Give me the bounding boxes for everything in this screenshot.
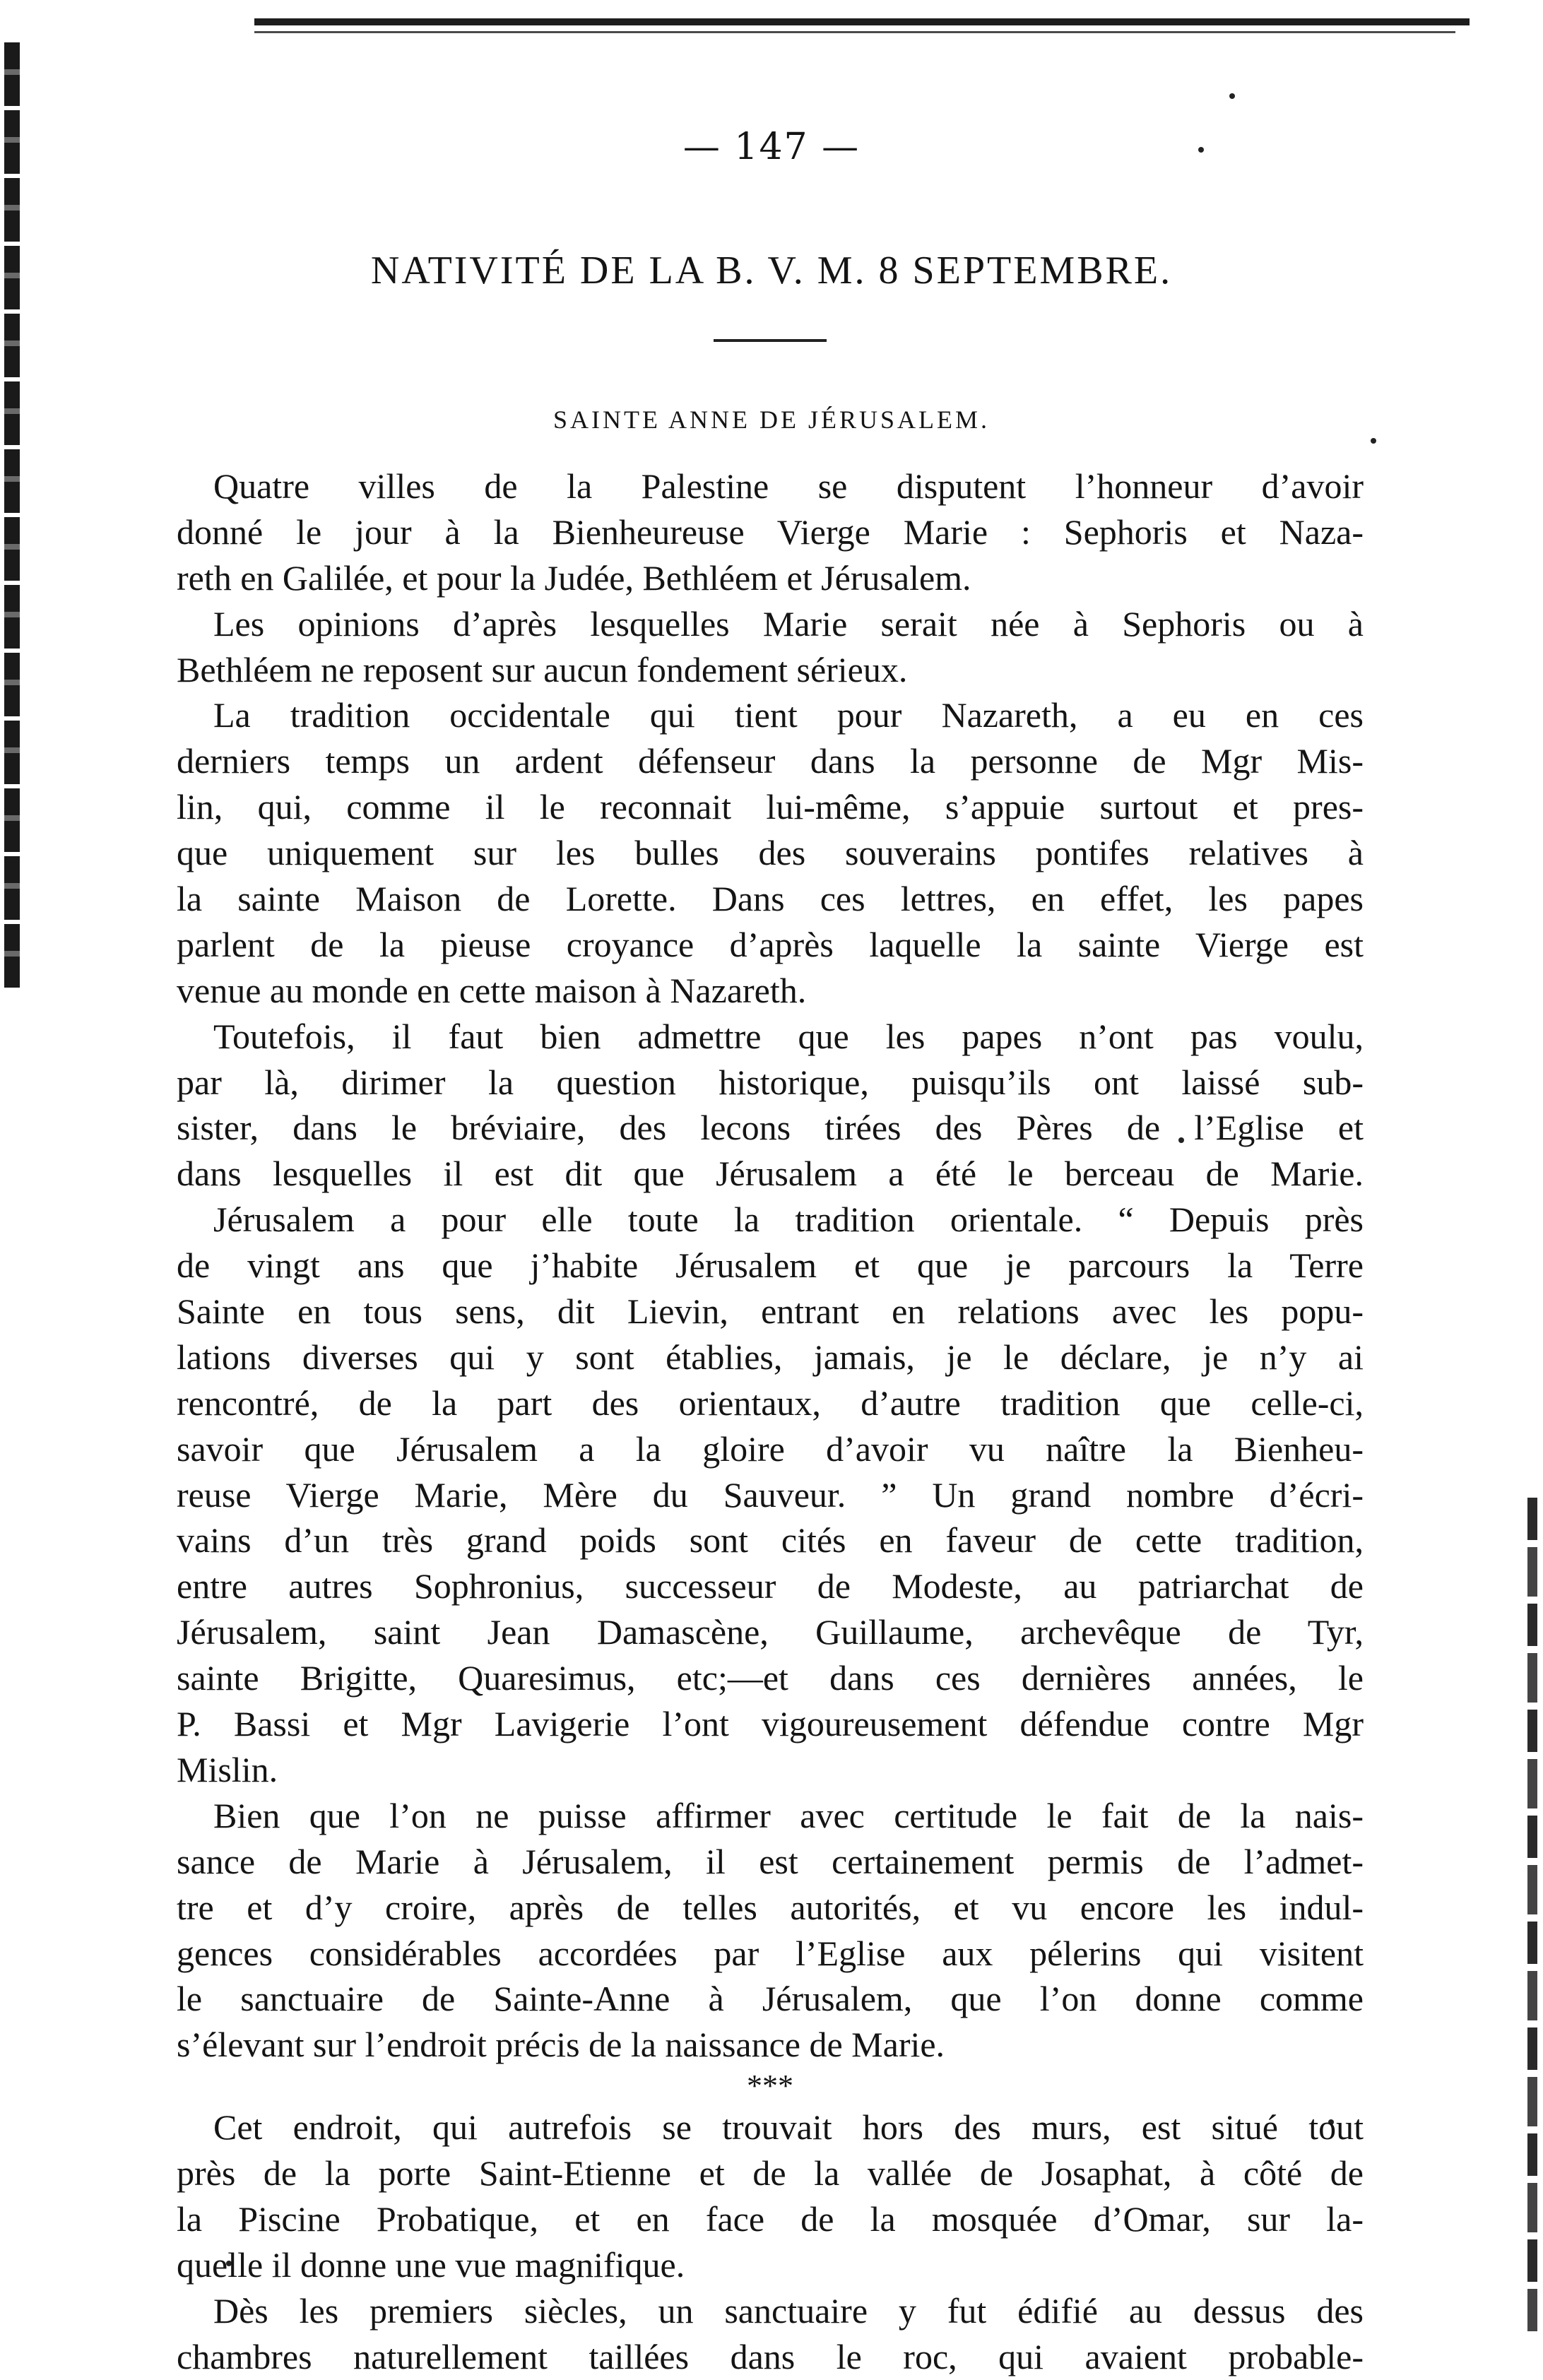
text-line: Les opinions d’après lesquelles Marie serait née à Sephoris ou à [213,603,1364,644]
text-line: Quatre villes de la Palestine se disputent l’honneur d’avoir [213,466,1364,506]
text-line: Bien que l’on ne puisse affirmer avec certitude le fait de la nais- [213,1795,1364,1835]
text-line: tre et d’y croire, après de telles autorités, et vu encore les indul- [177,1887,1364,1927]
text-line: Jérusalem, saint Jean Damascène, Guillaume, archevêque de Tyr, [177,1612,1364,1652]
text-line: dans lesquelles il est dit que Jérusalem a été le berceau de Marie. [177,1154,1364,1194]
page-number: — 147 — [682,126,861,168]
scan-left-edge [4,42,20,989]
text-line: P. Bassi et Mgr Lavigerie l’ont vigoureusement défendue contre Mgr [177,1704,1364,1744]
text-line: sister, dans le bréviaire, des lecons tirées des Pères de l’Eglise et [177,1108,1364,1148]
text-line: parlent de la pieuse croyance d’après laquelle la sainte Vierge est [177,924,1364,964]
text-line: de vingt ans que j’habite Jérusalem et que je parcours la Terre [177,1245,1364,1286]
text-line: que uniquement sur les bulles des souverains pontifes relatives à [177,833,1364,873]
text-line: s’élevant sur l’endroit précis de la naissance de Marie. [177,2025,945,2065]
section-separator: *** [747,2068,793,2104]
scan-speck [1229,93,1235,99]
text-line: quelle il donne une vue magnifique. [177,2244,685,2285]
text-line: gences considérables accordées par l’Eglise aux pélerins qui visitent [177,1933,1364,1973]
text-line: reuse Vierge Marie, Mère du Sauveur. ” Un grand nombre d’écri- [177,1474,1364,1515]
text-line: entre autres Sophronius, successeur de Modeste, au patriarchat de [177,1566,1364,1606]
scan-speck [1371,438,1376,444]
text-line: savoir que Jérusalem a la gloire d’avoir vu naître la Bienheu- [177,1428,1364,1469]
text-line: Mislin. [177,1749,278,1789]
page-heading: NATIVITÉ DE LA B. V. M. 8 SEPTEMBRE. [370,249,1173,292]
text-line: par là, dirimer la question historique, puisqu’ils ont laissé sub- [177,1062,1364,1102]
body-text [177,463,1364,2380]
text-line: vains d’un très grand poids sont cités en faveur de cette tradition, [177,1520,1364,1561]
scan-top-rule-thin [254,31,1455,33]
text-line: Dès les premiers siècles, un sanctuaire y fut édifié au dessus des [213,2290,1364,2331]
text-line: lations diverses qui y sont établies, jamais, je le déclare, je n’y ai [177,1337,1364,1377]
text-line: reth en Galilée, et pour la Judée, Bethléem et Jérusalem. [177,557,971,598]
text-line: venue au monde en cette maison à Nazareth. [177,970,807,1010]
text-line: sance de Marie à Jérusalem, il est certainement permis de l’admet- [177,1841,1364,1881]
text-line: rencontré, de la part des orientaux, d’autre tradition que celle-ci, [177,1383,1364,1423]
text-line: la Piscine Probatique, et en face de la mosquée d’Omar, sur la- [177,2198,1364,2239]
text-line: La tradition occidentale qui tient pour Nazareth, a eu en ces [213,695,1364,735]
text-line: sainte Brigitte, Quaresimus, etc;—et dans ces dernières années, le [177,1658,1364,1698]
text-line: Jérusalem a pour elle toute la tradition orientale. “ Depuis près [213,1200,1364,1240]
text-line: donné le jour à la Bienheureuse Vierge Marie : Sephoris et Naza- [177,511,1364,552]
text-line: lin, qui, comme il le reconnait lui-même, s’appuie surtout et pres- [177,787,1364,827]
scan-top-rule [254,18,1470,25]
text-line: le sanctuaire de Sainte-Anne à Jérusalem, que l’on donne comme [177,1979,1364,2019]
section-subheading: SAINTE ANNE DE JÉRUSALEM. [553,405,990,434]
scan-right-edge [1527,1498,1537,2331]
text-line: près de la porte Saint-Etienne et de la vallée de Josaphat, à côté de [177,2153,1364,2193]
text-line: Bethléem ne reposent sur aucun fondement sérieux. [177,649,908,689]
text-line: Sainte en tous sens, dit Lievin, entrant en relations avec les popu- [177,1291,1364,1332]
text-line: Cet endroit, qui autrefois se trouvait hors des murs, est situé tout [213,2107,1364,2148]
text-line: Toutefois, il faut bien admettre que les papes n’ont pas voulu, [213,1016,1364,1056]
text-line: la sainte Maison de Lorette. Dans ces lettres, en effet, les papes [177,879,1364,919]
text-line: chambres naturellement taillées dans le roc, qui avaient probable- [177,2336,1364,2376]
text-line: derniers temps un ardent défenseur dans la personne de Mgr Mis- [177,741,1364,781]
heading-divider [714,339,827,342]
